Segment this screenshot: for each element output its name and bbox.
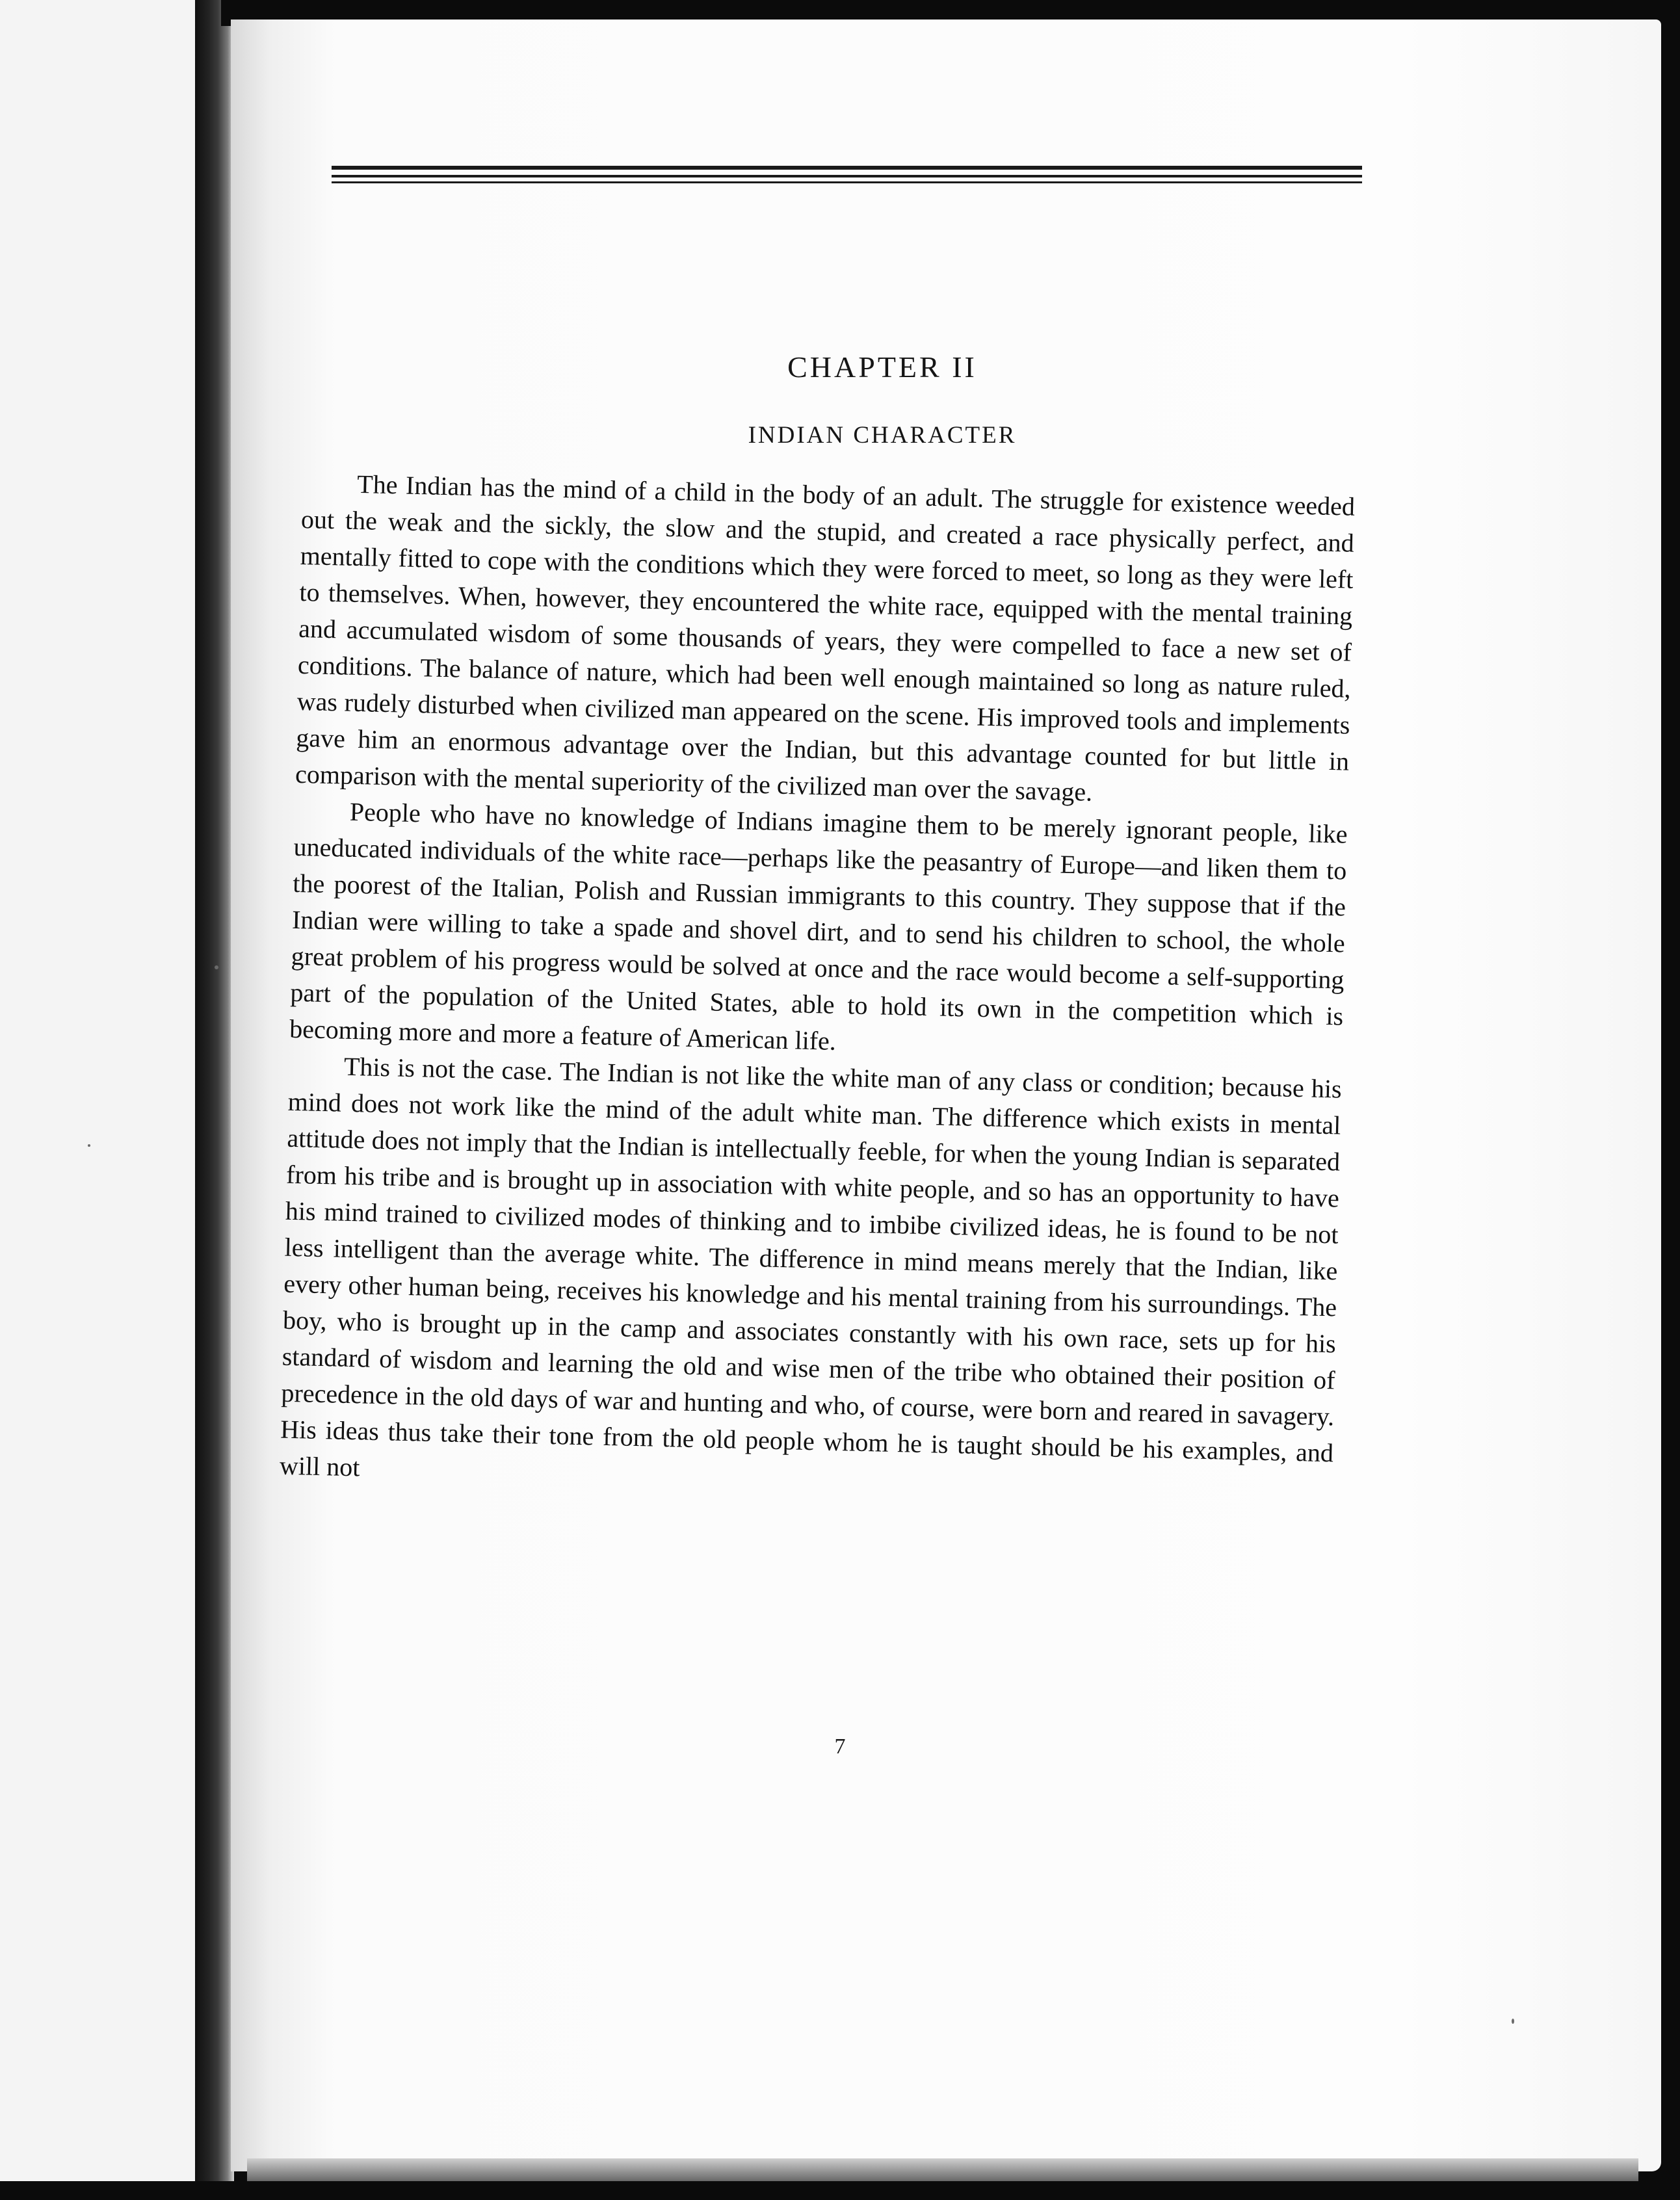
paragraph-2: People who have no knowledge of Indians imagine them to be merely ignorant people, like uneducated individuals of the white race—perhaps like the peasantry of Europe—and liken them to the poorest of the Italian, Polish and Russian immigrants to this country. They suppose that if the Indian were willing to take a spade and shovel dirt, and to send his children to school, the whole great problem of his progress would be solved at once and the race would become a self-supporting part of the population of the United States, able to hold its own in the competition which is becoming more and more a feature of American life. [289,796,1348,1056]
page-edge-shadow [247,2158,1638,2184]
chapter-body [279,465,1355,1508]
scanner-background-bottom [0,2181,1680,2200]
header-rule [332,166,1362,189]
header-rule-middle [332,175,1362,177]
chapter-number: CHAPTER II [787,350,977,384]
header-rule-thin [332,181,1362,183]
dust-speck [215,965,218,969]
scanner-background-left [0,0,195,2200]
chapter-title: INDIAN CHARACTER [748,422,1017,449]
dust-speck [88,1144,90,1147]
paragraph-1: The Indian has the mind of a child in the body of an adult. The struggle for existence weeded out the weak and the sickly, the slow and the stupid, and created a race physically perfect, and mentally fitted to cope with the conditions which they were forced to meet, so long as they were left to themselves. When, however, they encountered the white race, equipped with the mental training and accumulated wisdom of some thousands of years, they were compelled to face a new set of conditions. The balance of nature, which had been well enough maintained so long as nature ruled, was rudely disturbed when civilized man appeared on the scene. His improved tools and implements gave him an enormous advantage over the Indian, but this advantage counted for but little in comparison with the mental superiority of the civilized man over the savage. [295,469,1356,807]
book-spine-shadow [195,0,234,2200]
dust-speck [1512,2019,1514,2024]
paragraph-3: This is not the case. The Indian is not like the white man of any class or condition; because his mind does not work like the mind of the adult white man. The difference which exists in mental attitude does not imply that the Indian is intellectually feeble, for when the young Indian is separated from his tribe and is brought up in association with white people, and so has an opportunity to have his mind trained to civilized modes of thinking and to imbibe civilized ideas, he is found to be not less intelligent than the average white. The difference in mind means merely that the Indian, like every other human being, receives his knowledge and his mental training from his surroundings. The boy, who is brought up in the camp and associates constantly with his own race, sets up for his standard of wisdom and learning the old and wise men of the tribe who obtained their position of precedence in the old days of war and hunting and who, of course, were born and reared in savagery. His ideas thus take their tone from the old people whom he is taught should be his examples, and will not [279,1051,1343,1482]
header-rule-thick [332,166,1362,170]
page-number: 7 [834,1735,846,1759]
